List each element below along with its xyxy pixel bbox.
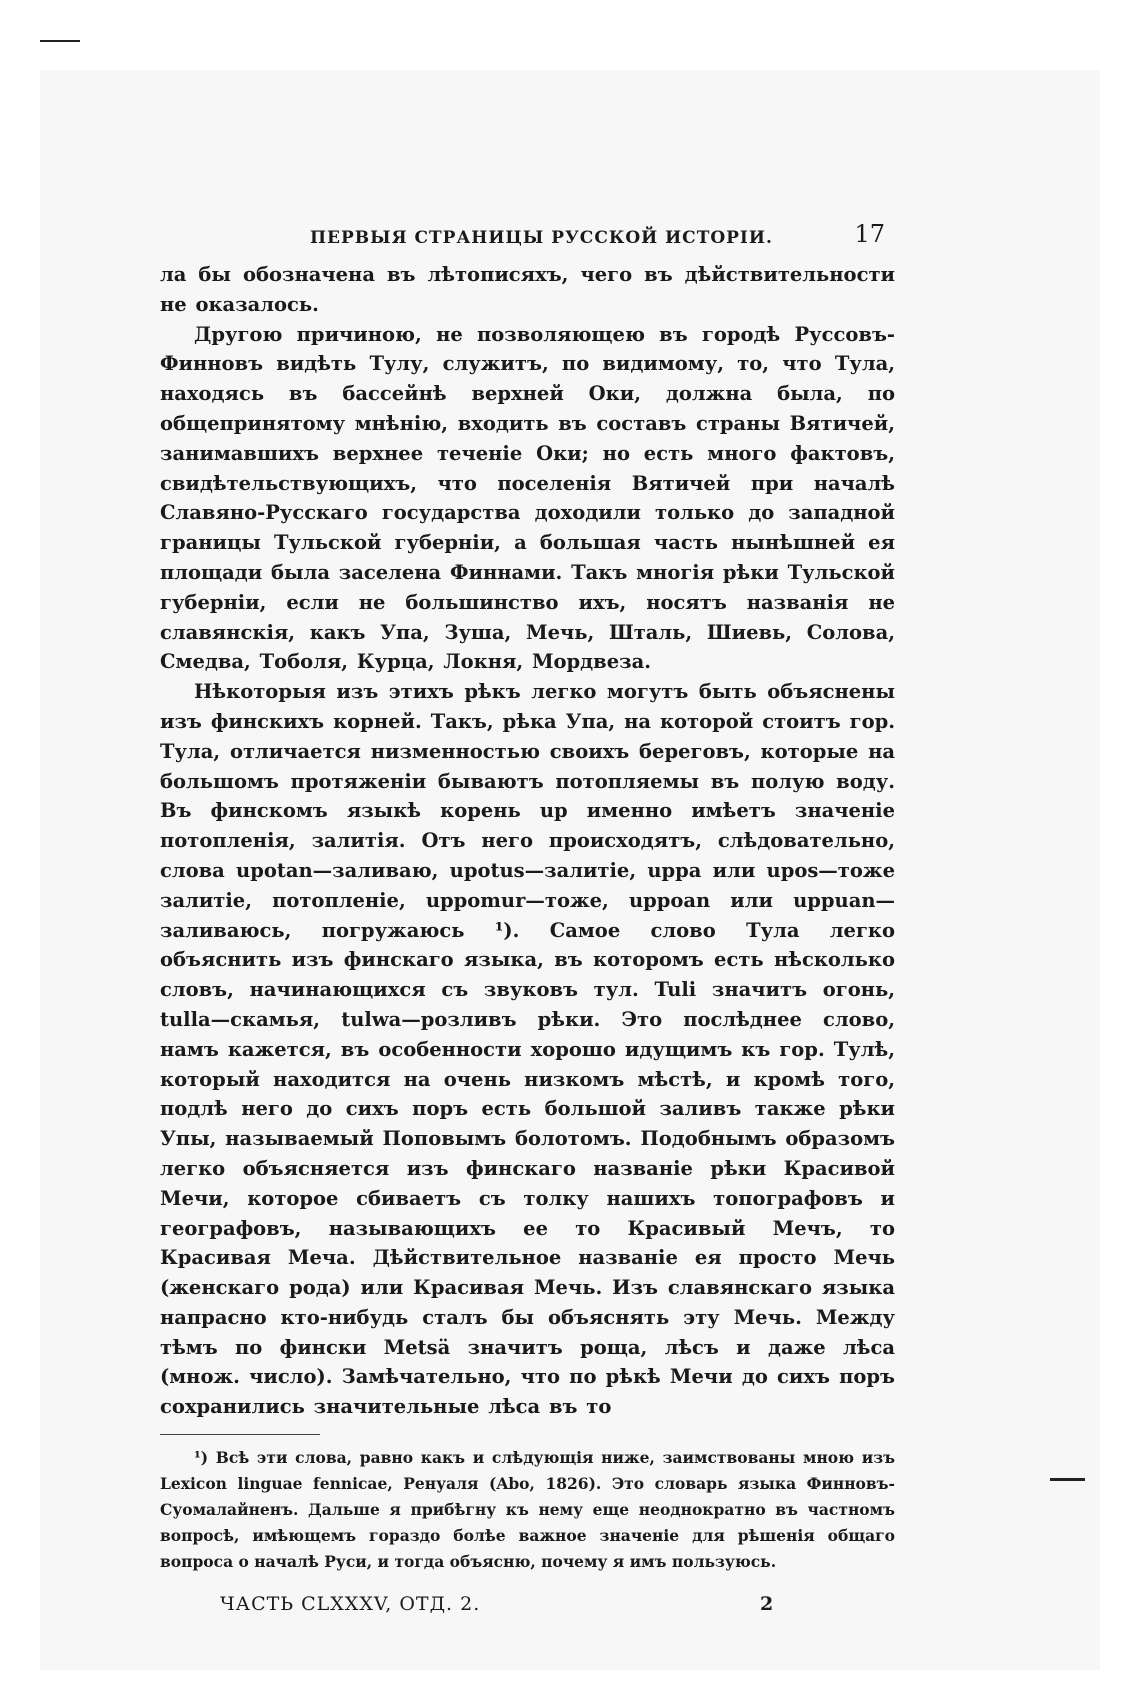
footnote-rule [160,1434,320,1435]
paragraph: Нѣкоторыя изъ этихъ рѣкъ легко могутъ быть объяснены изъ финскихъ корней. Такъ, рѣка Упа, на которой стоитъ гор. Тула, отличается низменностью своихъ береговъ, которые на большомъ протяженіи бываютъ потопляемы въ полую воду. Въ финскомъ языкѣ корень up именно имѣетъ значеніе потопленія, залитія. Отъ него происходятъ, слѣдовательно, слова upotan—заливаю, upotus—залитіе, uppa или upos—тоже залитіе, потопленіе, uppomur—тоже, uppoan или uppuan—заливаюсь, погружаюсь ¹). Самое слово Тула легко объяснить изъ финскаго языка, въ которомъ есть нѣсколько словъ, начинающихся съ звуковъ тул. Tuli значитъ огонь, tulla—скамья, tulwa—розливъ рѣки. Это послѣднее слово, намъ кажется, въ особенности хорошо идущимъ къ гор. Тулѣ, который находится на очень низкомъ мѣстѣ, и кромѣ того, подлѣ него до сихъ поръ есть большой заливъ также рѣки Упы, называемый Поповымъ болотомъ. Подобнымъ образомъ легко объясняется изъ финскаго названіе рѣки Красивой Мечи, которое сбиваетъ съ толку нашихъ топографовъ и географовъ, называющихъ ее то Красивый Мечъ, то Красивая Меча. Дѣйствительное названіе ея просто Мечь (женскаго рода) или Красивая Мечь. Изъ славянскаго языка напрасно кто-нибудь сталъ бы объяснять эту Мечь. Между тѣмъ по фински Metsä значитъ роща, лѣсъ и даже лѣса (множ. число). Замѣчательно, что по рѣкѣ Мечи до сихъ поръ сохранились значительные лѣса въ то [160,680,895,1419]
printer-signature [160,1593,895,1633]
scan-edge-mark-right [1050,1478,1085,1481]
footnote: ¹) Всѣ эти слова, равно какъ и слѣдующія ниже, заимствованы мною изъ Lexicon linguae fennicae, Ренуаля (Abo, 1826). Это словарь языка Финновъ-Суомалайненъ. Дальше я прибѣгну къ нему еще неоднократно въ частномъ вопросѣ, имѣющемъ гораздо болѣе важное значеніе для рѣшенія общаго вопроса о началѣ Руси, и тогда объясню, почему я имъ пользуюсь. [160,1448,895,1572]
scan-edge-mark-top-left [40,40,80,42]
paragraph: Другою причиною, не позволяющею въ городѣ Руссовъ-Финновъ видѣть Тулу, служитъ, по видимому, то, что Тула, находясь въ бассейнѣ верхней Оки, должна была, по общепринятому мнѣнію, входить въ составъ страны Вятичей, занимавшихъ верхнее теченіе Оки; но есть много фактовъ, свидѣтельствующихъ, что поселенія Вятичей при началѣ Славяно-Русскаго государства доходили только до западной границы Тульской губерніи, а большая часть нынѣшней ея площади была заселена Финнами. Такъ многія рѣки Тульской губерніи, если не большинство ихъ, носятъ названія не славянскія, какъ Упа, Зуша, Мечь, Шталь, Шиевь, Солова, Смедва, Тоболя, Курца, Локня, Мордвеза. [160,322,895,674]
signature-part: ЧАСТЬ CLXXXV, ОТД. 2. [220,1593,481,1616]
paragraph-continuation: ла бы обозначена въ лѣтописяхъ, чего въ дѣйствительности не оказалось. [160,263,895,316]
page-number: 17 [854,220,885,248]
page-header [160,200,895,260]
signature-sheet-number: 2 [760,1593,774,1616]
book-page [160,200,895,1633]
running-head: ПЕРВЫЯ СТРАНИЦЫ РУССКОЙ ИСТОРІИ. [310,228,773,248]
main-text [160,260,895,1422]
